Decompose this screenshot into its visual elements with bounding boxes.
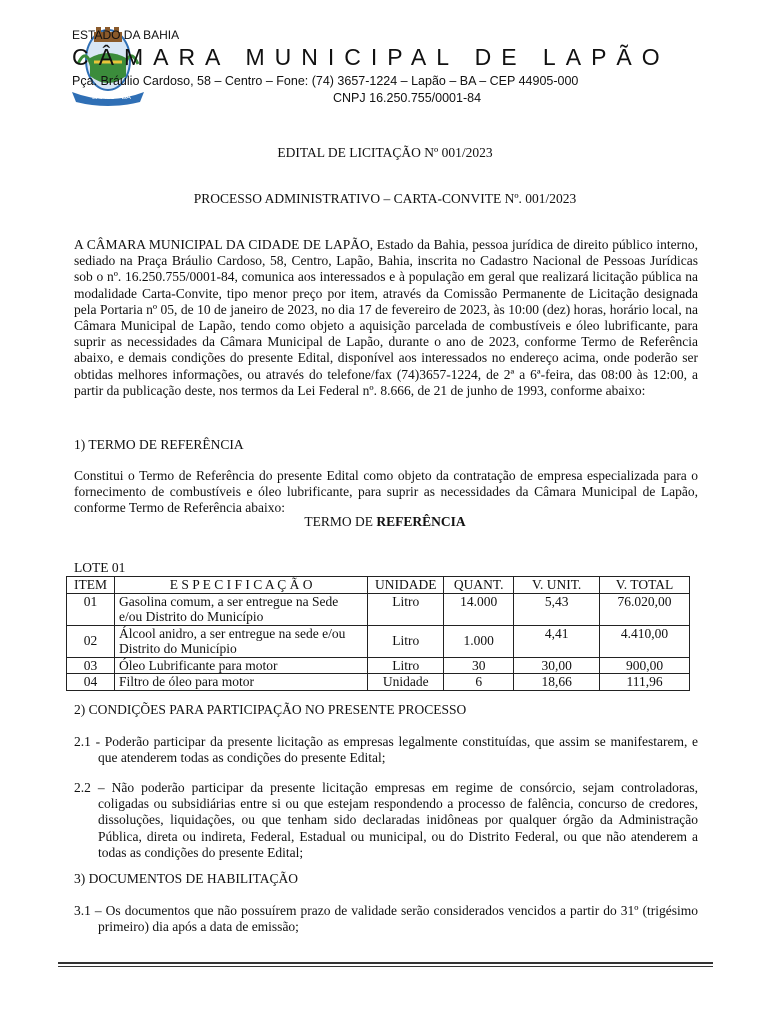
cell-total: 76.020,00 (600, 593, 690, 625)
clause-2-2: 2.2 – Não poderão participar da presente licitação empresas em regime de consórcio, sejam controladoras, coligadas ou subsidiárias entre si ou que estejam respondendo a processo de falência, concurso de credores, dissoluções, liquidações, ou que tenham sido declaradas inidôneas por qualquer órgão da Administração Pública, direta ou indireta, Federal, Estadual ou municipal, ou do Distrito Federal, ou que não atenderem a todas as condições do presente Edital; (74, 780, 698, 860)
header-unit-price: V. UNIT. (514, 577, 600, 594)
cell-unit: Litro (368, 657, 444, 674)
cell-qty: 6 (444, 674, 514, 691)
document-title: EDITAL DE LICITAÇÃO Nº 001/2023 (277, 145, 493, 160)
cell-unit-price: 5,43 (514, 593, 600, 625)
section-2-title: 2) CONDIÇÕES PARA PARTICIPAÇÃO NO PRESENTE PROCESSO (74, 702, 467, 717)
process-title: PROCESSO ADMINISTRATIVO – CARTA-CONVITE Nº. 001/2023 (193, 191, 577, 206)
header-unit: UNIDADE (368, 577, 444, 594)
state-name: ESTADO DA BAHIA (72, 28, 180, 42)
cell-qty: 1.000 (444, 625, 514, 657)
cell-item: 01 (67, 593, 115, 625)
chamber-title: CÂMARA MUNICIPAL DE LAPÃO (72, 44, 670, 70)
header-total: V. TOTAL (600, 577, 690, 594)
table-row (67, 593, 690, 625)
items-table (66, 576, 690, 691)
intro-paragraph: A CÂMARA MUNICIPAL DA CIDADE DE LAPÃO, Estado da Bahia, pessoa jurídica de direito público interno, sediado na Praça Bráulio Cardoso, 58, Centro, Lapão, Bahia, inscrita no Cadastro Nacional de Pessoas Jurídicas sob o nº. 16.250.755/0001-84, comunica aos interessados e à população em geral que realizará licitação pública na modalidade Carta-Convite, tipo menor preço por item, através da Comissão Permanente de Licitação designada pela Portaria nº 05, de 10 de janeiro de 2023, no dia 17 de fevereiro de 2023, às 10:00 (dez) horas, horário local, na Câmara Municipal de Lapão, tendo como objeto a aquisição parcelada de combustíveis e óleo lubrificante, para suprir as necessidades da Câmara Municipal de Lapão, durante o ano de 2023, conforme Termo de Referência abaixo, e demais condições do presente Edital, disponível aos interessados no endereço acima, onde poderão ser obtidas melhores informações, ou através do telefone/fax (74)3657-1224, de 2ª a 6ª-feira, das 08:00 às 12:00, a partir da publicação deste, nos termos da Lei Federal nº. 8.666, de 21 de junho de 1993, conforme abaixo: (74, 237, 698, 398)
cell-unit-price: 18,66 (514, 674, 600, 691)
cell-item: 03 (67, 657, 115, 674)
footer-rule (58, 962, 713, 964)
section-1-title: 1) TERMO DE REFERÊNCIA (74, 437, 244, 452)
section-1-text: Constitui o Termo de Referência do presente Edital como objeto da contratação de empresa especializada para o fornecimento de combustíveis e óleo lubrificante, para suprir as necessidades da Câmara Municipal de Lapão, conforme Termo de Referência abaixo: (74, 468, 698, 516)
cell-unit: Litro (368, 625, 444, 657)
logo-banner-text: LAPÃO - BA (92, 94, 131, 101)
cell-spec: Filtro de óleo para motor (114, 674, 367, 691)
cell-total: 4.410,00 (600, 625, 690, 657)
cell-spec: Gasolina comum, a ser entregue na Sede e/ou Distrito do Município (114, 593, 367, 625)
table-row (67, 674, 690, 691)
cell-spec: Álcool anidro, a ser entregue na sede e/ou Distrito do Município (114, 625, 367, 657)
reference-heading (0, 514, 770, 530)
header-item: ITEM (67, 577, 115, 594)
chamber-cnpj: CNPJ 16.250.755/0001-84 (333, 91, 482, 105)
reference-heading-prefix: TERMO DE (304, 514, 377, 529)
cell-item: 04 (67, 674, 115, 691)
cell-unit: Litro (368, 593, 444, 625)
cell-total: 900,00 (600, 657, 690, 674)
cell-total: 111,96 (600, 674, 690, 691)
table-header-row (67, 577, 690, 594)
cell-spec: Óleo Lubrificante para motor (114, 657, 367, 674)
section-3-title: 3) DOCUMENTOS DE HABILITAÇÃO (74, 871, 299, 886)
reference-heading-bold: REFERÊNCIA (376, 514, 466, 529)
table-row (67, 657, 690, 674)
clause-2-1: 2.1 - Poderão participar da presente licitação as empresas legalmente constituídas, que assim se manifestarem, e que atenderem todas as condições do presente Edital; (74, 734, 698, 766)
chamber-address: Pça. Bráulio Cardoso, 58 – Centro – Fone: (74) 3657-1224 – Lapão – BA – CEP 44905-000 (72, 74, 579, 88)
cell-unit: Unidade (368, 674, 444, 691)
table-row (67, 625, 690, 657)
cell-qty: 30 (444, 657, 514, 674)
header-qty: QUANT. (444, 577, 514, 594)
cell-unit-price: 30,00 (514, 657, 600, 674)
header-spec: E S P E C I F I C A Ç Ã O (114, 577, 367, 594)
lot-label: LOTE 01 (74, 560, 126, 575)
cell-qty: 14.000 (444, 593, 514, 625)
clause-3-1: 3.1 – Os documentos que não possuírem prazo de validade serão considerados vencidos a partir do 31º (trigésimo primeiro) dia após a data de emissão; (74, 903, 698, 935)
cell-unit-price: 4,41 (514, 625, 600, 657)
cell-item: 02 (67, 625, 115, 657)
footer-rule-thin (58, 966, 713, 967)
